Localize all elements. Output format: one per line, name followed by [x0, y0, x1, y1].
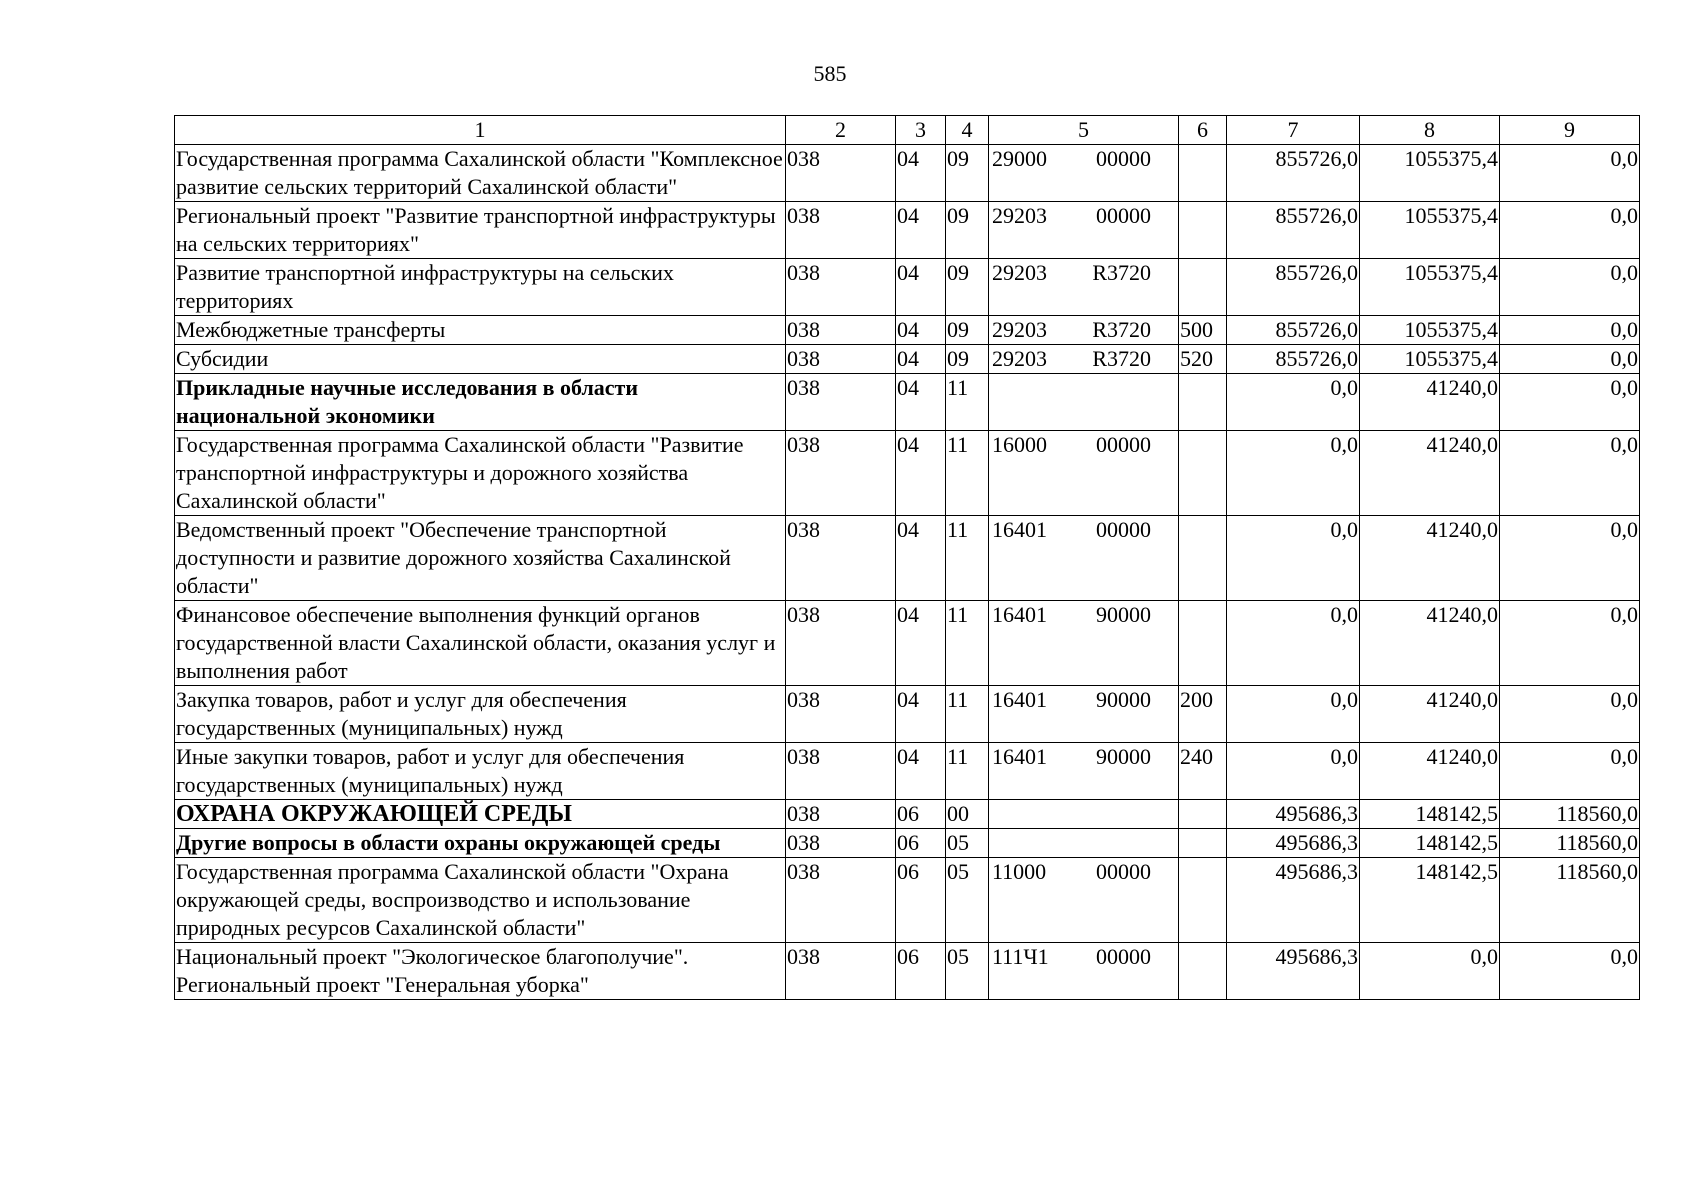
admin-code-cell: 038	[786, 943, 896, 1000]
amount-year-3-cell: 0,0	[1500, 345, 1640, 374]
target-article-part-1: 11000	[992, 859, 1047, 884]
target-article-part-2: 00000	[1096, 146, 1151, 171]
header-cell: 3	[896, 116, 946, 145]
amount-year-1-cell: 495686,3	[1227, 829, 1360, 858]
target-article-part-2: R3720	[1092, 317, 1151, 342]
expense-type-cell	[1179, 943, 1227, 1000]
amount-year-3-cell: 0,0	[1500, 259, 1640, 316]
amount-year-3-cell: 118560,0	[1500, 800, 1640, 829]
amount-year-3-cell: 0,0	[1500, 202, 1640, 259]
amount-year-2-cell: 41240,0	[1360, 374, 1500, 431]
amount-year-3-cell: 0,0	[1500, 686, 1640, 743]
target-article-part-1: 29203	[992, 260, 1047, 285]
section-code-cell: 04	[896, 259, 946, 316]
expense-type-cell	[1179, 374, 1227, 431]
row-name-cell: Закупка товаров, работ и услуг для обеспечения государственных (муниципальных) нужд	[175, 686, 786, 743]
section-code-cell: 04	[896, 374, 946, 431]
expense-type-cell	[1179, 145, 1227, 202]
row-name-cell: Другие вопросы в области охраны окружающей среды	[175, 829, 786, 858]
target-article-part-2: R3720	[1092, 260, 1151, 285]
admin-code-cell: 038	[786, 686, 896, 743]
row-name-cell: Межбюджетные трансферты	[175, 316, 786, 345]
header-cell: 5	[989, 116, 1179, 145]
amount-year-1-cell: 495686,3	[1227, 943, 1360, 1000]
subsection-code-cell: 11	[946, 686, 989, 743]
target-article-part-1: 16000	[992, 432, 1047, 457]
header-cell: 4	[946, 116, 989, 145]
target-article-cell	[989, 316, 1179, 345]
target-article-part-1: 16401	[992, 687, 1047, 712]
expense-type-cell	[1179, 858, 1227, 943]
admin-code-cell: 038	[786, 516, 896, 601]
amount-year-1-cell: 855726,0	[1227, 202, 1360, 259]
row-name-cell: Субсидии	[175, 345, 786, 374]
table-body	[175, 145, 1640, 1000]
row-name-cell: Государственная программа Сахалинской области "Охрана окружающей среды, воспроизводство и использование природных ресурсов Сахалинской области"	[175, 858, 786, 943]
target-article-cell	[989, 145, 1179, 202]
section-code-cell: 06	[896, 800, 946, 829]
table-row	[175, 259, 1640, 316]
expense-type-cell	[1179, 202, 1227, 259]
expense-type-cell	[1179, 829, 1227, 858]
expense-type-cell: 200	[1179, 686, 1227, 743]
target-article-cell	[989, 858, 1179, 943]
target-article-part-2: 00000	[1096, 432, 1151, 457]
target-article-cell	[989, 345, 1179, 374]
target-article-cell	[989, 516, 1179, 601]
subsection-code-cell: 09	[946, 345, 989, 374]
expense-type-cell	[1179, 800, 1227, 829]
amount-year-2-cell: 1055375,4	[1360, 202, 1500, 259]
amount-year-1-cell: 0,0	[1227, 374, 1360, 431]
subsection-code-cell: 00	[946, 800, 989, 829]
target-article-part-1: 111Ч1	[992, 944, 1049, 969]
admin-code-cell: 038	[786, 345, 896, 374]
target-article-part-2: 90000	[1096, 744, 1151, 769]
section-code-cell: 04	[896, 431, 946, 516]
section-code-cell: 06	[896, 858, 946, 943]
amount-year-1-cell: 0,0	[1227, 431, 1360, 516]
header-cell: 6	[1179, 116, 1227, 145]
subsection-code-cell: 11	[946, 743, 989, 800]
target-article-cell	[989, 743, 1179, 800]
amount-year-3-cell: 0,0	[1500, 516, 1640, 601]
table-row	[175, 316, 1640, 345]
header-cell: 9	[1500, 116, 1640, 145]
section-code-cell: 04	[896, 202, 946, 259]
header-cell: 2	[786, 116, 896, 145]
header-row	[175, 116, 1640, 145]
amount-year-3-cell: 0,0	[1500, 374, 1640, 431]
row-name-cell: Ведомственный проект "Обеспечение транспортной доступности и развитие дорожного хозяйства Сахалинской области"	[175, 516, 786, 601]
admin-code-cell: 038	[786, 202, 896, 259]
page-number: 585	[813, 61, 847, 86]
subsection-code-cell: 09	[946, 316, 989, 345]
amount-year-2-cell: 41240,0	[1360, 431, 1500, 516]
row-name-cell: Государственная программа Сахалинской области "Комплексное развитие сельских территорий Сахалинской области"	[175, 145, 786, 202]
admin-code-cell: 038	[786, 316, 896, 345]
subsection-code-cell: 11	[946, 601, 989, 686]
row-name-cell: Государственная программа Сахалинской области "Развитие транспортной инфраструктуры и дорожного хозяйства Сахалинской области"	[175, 431, 786, 516]
target-article-part-2: 00000	[1096, 944, 1151, 969]
amount-year-2-cell: 0,0	[1360, 943, 1500, 1000]
target-article-cell	[989, 943, 1179, 1000]
amount-year-2-cell: 1055375,4	[1360, 145, 1500, 202]
subsection-code-cell: 05	[946, 943, 989, 1000]
amount-year-1-cell: 855726,0	[1227, 316, 1360, 345]
admin-code-cell: 038	[786, 145, 896, 202]
table-row	[175, 829, 1640, 858]
subsection-code-cell: 09	[946, 145, 989, 202]
amount-year-1-cell: 0,0	[1227, 516, 1360, 601]
amount-year-2-cell: 148142,5	[1360, 858, 1500, 943]
section-code-cell: 04	[896, 145, 946, 202]
target-article-part-1: 29203	[992, 346, 1047, 371]
admin-code-cell: 038	[786, 431, 896, 516]
amount-year-2-cell: 148142,5	[1360, 829, 1500, 858]
budget-table	[174, 115, 1640, 1000]
row-name-cell: Прикладные научные исследования в области национальной экономики	[175, 374, 786, 431]
table-row	[175, 686, 1640, 743]
expense-type-cell	[1179, 431, 1227, 516]
admin-code-cell: 038	[786, 829, 896, 858]
table-row	[175, 374, 1640, 431]
expense-type-cell: 520	[1179, 345, 1227, 374]
section-code-cell: 04	[896, 316, 946, 345]
target-article-cell	[989, 829, 1179, 858]
target-article-part-2: 00000	[1096, 859, 1151, 884]
row-name-cell: Финансовое обеспечение выполнения функций органов государственной власти Сахалинской области, оказания услуг и выполнения работ	[175, 601, 786, 686]
row-name-cell: ОХРАНА ОКРУЖАЮЩЕЙ СРЕДЫ	[175, 800, 786, 829]
target-article-cell	[989, 800, 1179, 829]
target-article-part-1: 29203	[992, 203, 1047, 228]
row-name-cell: Национальный проект "Экологическое благополучие". Региональный проект "Генеральная уборка"	[175, 943, 786, 1000]
target-article-part-1: 16401	[992, 517, 1047, 542]
target-article-cell	[989, 601, 1179, 686]
target-article-part-2: 90000	[1096, 687, 1151, 712]
subsection-code-cell: 05	[946, 858, 989, 943]
section-code-cell: 06	[896, 829, 946, 858]
row-name-cell: Развитие транспортной инфраструктуры на сельских территориях	[175, 259, 786, 316]
amount-year-3-cell: 0,0	[1500, 145, 1640, 202]
amount-year-2-cell: 1055375,4	[1360, 316, 1500, 345]
target-article-part-1: 16401	[992, 602, 1047, 627]
amount-year-3-cell: 0,0	[1500, 601, 1640, 686]
expense-type-cell: 500	[1179, 316, 1227, 345]
section-code-cell: 04	[896, 516, 946, 601]
header-cell: 1	[175, 116, 786, 145]
admin-code-cell: 038	[786, 259, 896, 316]
target-article-part-2: 90000	[1096, 602, 1151, 627]
table-row	[175, 145, 1640, 202]
amount-year-1-cell: 0,0	[1227, 743, 1360, 800]
admin-code-cell: 038	[786, 743, 896, 800]
table-row	[175, 516, 1640, 601]
expense-type-cell: 240	[1179, 743, 1227, 800]
target-article-part-1: 29203	[992, 317, 1047, 342]
amount-year-1-cell: 855726,0	[1227, 345, 1360, 374]
table-row	[175, 800, 1640, 829]
target-article-part-2: 00000	[1096, 517, 1151, 542]
amount-year-3-cell: 0,0	[1500, 431, 1640, 516]
admin-code-cell: 038	[786, 601, 896, 686]
amount-year-2-cell: 41240,0	[1360, 743, 1500, 800]
amount-year-1-cell: 495686,3	[1227, 800, 1360, 829]
table-row	[175, 943, 1640, 1000]
amount-year-2-cell: 41240,0	[1360, 601, 1500, 686]
table-row	[175, 601, 1640, 686]
expense-type-cell	[1179, 259, 1227, 316]
subsection-code-cell: 11	[946, 374, 989, 431]
admin-code-cell: 038	[786, 800, 896, 829]
target-article-cell	[989, 259, 1179, 316]
table-row	[175, 345, 1640, 374]
section-code-cell: 04	[896, 743, 946, 800]
target-article-part-2: 00000	[1096, 203, 1151, 228]
amount-year-3-cell: 0,0	[1500, 743, 1640, 800]
amount-year-3-cell: 0,0	[1500, 943, 1640, 1000]
target-article-cell	[989, 202, 1179, 259]
section-code-cell: 04	[896, 686, 946, 743]
subsection-code-cell: 11	[946, 516, 989, 601]
expense-type-cell	[1179, 601, 1227, 686]
subsection-code-cell: 09	[946, 202, 989, 259]
table-row	[175, 202, 1640, 259]
section-code-cell: 06	[896, 943, 946, 1000]
row-name-cell: Иные закупки товаров, работ и услуг для обеспечения государственных (муниципальных) нужд	[175, 743, 786, 800]
amount-year-2-cell: 41240,0	[1360, 516, 1500, 601]
amount-year-1-cell: 0,0	[1227, 686, 1360, 743]
admin-code-cell: 038	[786, 374, 896, 431]
table-row	[175, 431, 1640, 516]
amount-year-1-cell: 855726,0	[1227, 259, 1360, 316]
table-row	[175, 858, 1640, 943]
admin-code-cell: 038	[786, 858, 896, 943]
section-code-cell: 04	[896, 345, 946, 374]
header-cell: 7	[1227, 116, 1360, 145]
row-name-cell: Региональный проект "Развитие транспортной инфраструктуры на сельских территориях"	[175, 202, 786, 259]
amount-year-1-cell: 855726,0	[1227, 145, 1360, 202]
target-article-cell	[989, 686, 1179, 743]
amount-year-2-cell: 1055375,4	[1360, 345, 1500, 374]
target-article-part-2: R3720	[1092, 346, 1151, 371]
amount-year-3-cell: 118560,0	[1500, 858, 1640, 943]
section-code-cell: 04	[896, 601, 946, 686]
amount-year-2-cell: 41240,0	[1360, 686, 1500, 743]
amount-year-2-cell: 148142,5	[1360, 800, 1500, 829]
subsection-code-cell: 09	[946, 259, 989, 316]
amount-year-3-cell: 118560,0	[1500, 829, 1640, 858]
table-row	[175, 743, 1640, 800]
amount-year-1-cell: 0,0	[1227, 601, 1360, 686]
header-cell: 8	[1360, 116, 1500, 145]
amount-year-3-cell: 0,0	[1500, 316, 1640, 345]
target-article-cell	[989, 431, 1179, 516]
subsection-code-cell: 05	[946, 829, 989, 858]
target-article-part-1: 16401	[992, 744, 1047, 769]
expense-type-cell	[1179, 516, 1227, 601]
amount-year-2-cell: 1055375,4	[1360, 259, 1500, 316]
amount-year-1-cell: 495686,3	[1227, 858, 1360, 943]
target-article-part-1: 29000	[992, 146, 1047, 171]
subsection-code-cell: 11	[946, 431, 989, 516]
target-article-cell	[989, 374, 1179, 431]
